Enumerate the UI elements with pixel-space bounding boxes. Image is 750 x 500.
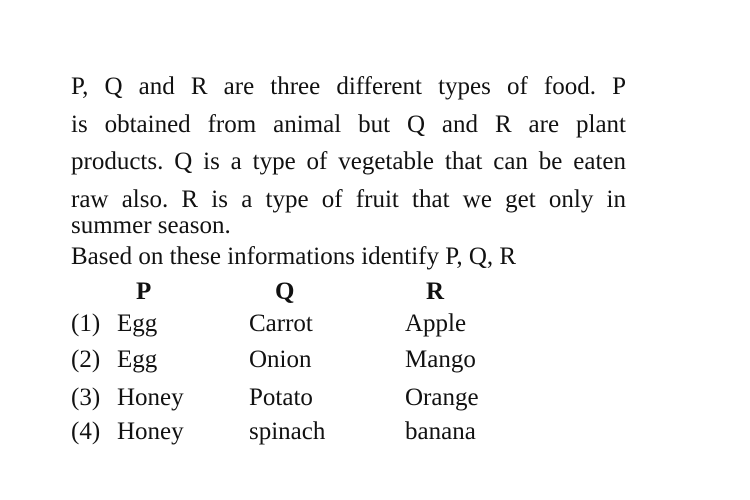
option-number: (3) [71, 384, 101, 411]
column-header-r: R [426, 278, 445, 305]
question-line: raw also. R is a type of fruit that we get only in [71, 186, 626, 213]
option-p-value: Egg [117, 310, 158, 337]
option-p-value: Honey [117, 384, 184, 411]
option-q-value: spinach [249, 418, 326, 445]
column-header-q: Q [275, 278, 295, 305]
question-line: is obtained from animal but Q and R are plant [71, 111, 626, 138]
option-q-value: Potato [249, 384, 313, 411]
question-line: P, Q and R are three different types of food. P [71, 73, 626, 100]
option-p-value: Honey [117, 418, 184, 445]
option-r-value: Mango [405, 346, 476, 373]
column-header-p: P [136, 278, 152, 305]
option-r-value: banana [405, 418, 476, 445]
option-number: (1) [71, 310, 101, 337]
option-r-value: Apple [405, 310, 467, 337]
option-p-value: Egg [117, 346, 158, 373]
option-number: (2) [71, 346, 101, 373]
option-number: (4) [71, 418, 101, 445]
question-prompt: Based on these informations identify P, Q, R [71, 243, 517, 270]
question-line: summer season. [71, 212, 231, 239]
option-r-value: Orange [405, 384, 479, 411]
option-q-value: Onion [249, 346, 312, 373]
option-q-value: Carrot [249, 310, 313, 337]
question-line: products. Q is a type of vegetable that can be eaten [71, 148, 626, 175]
